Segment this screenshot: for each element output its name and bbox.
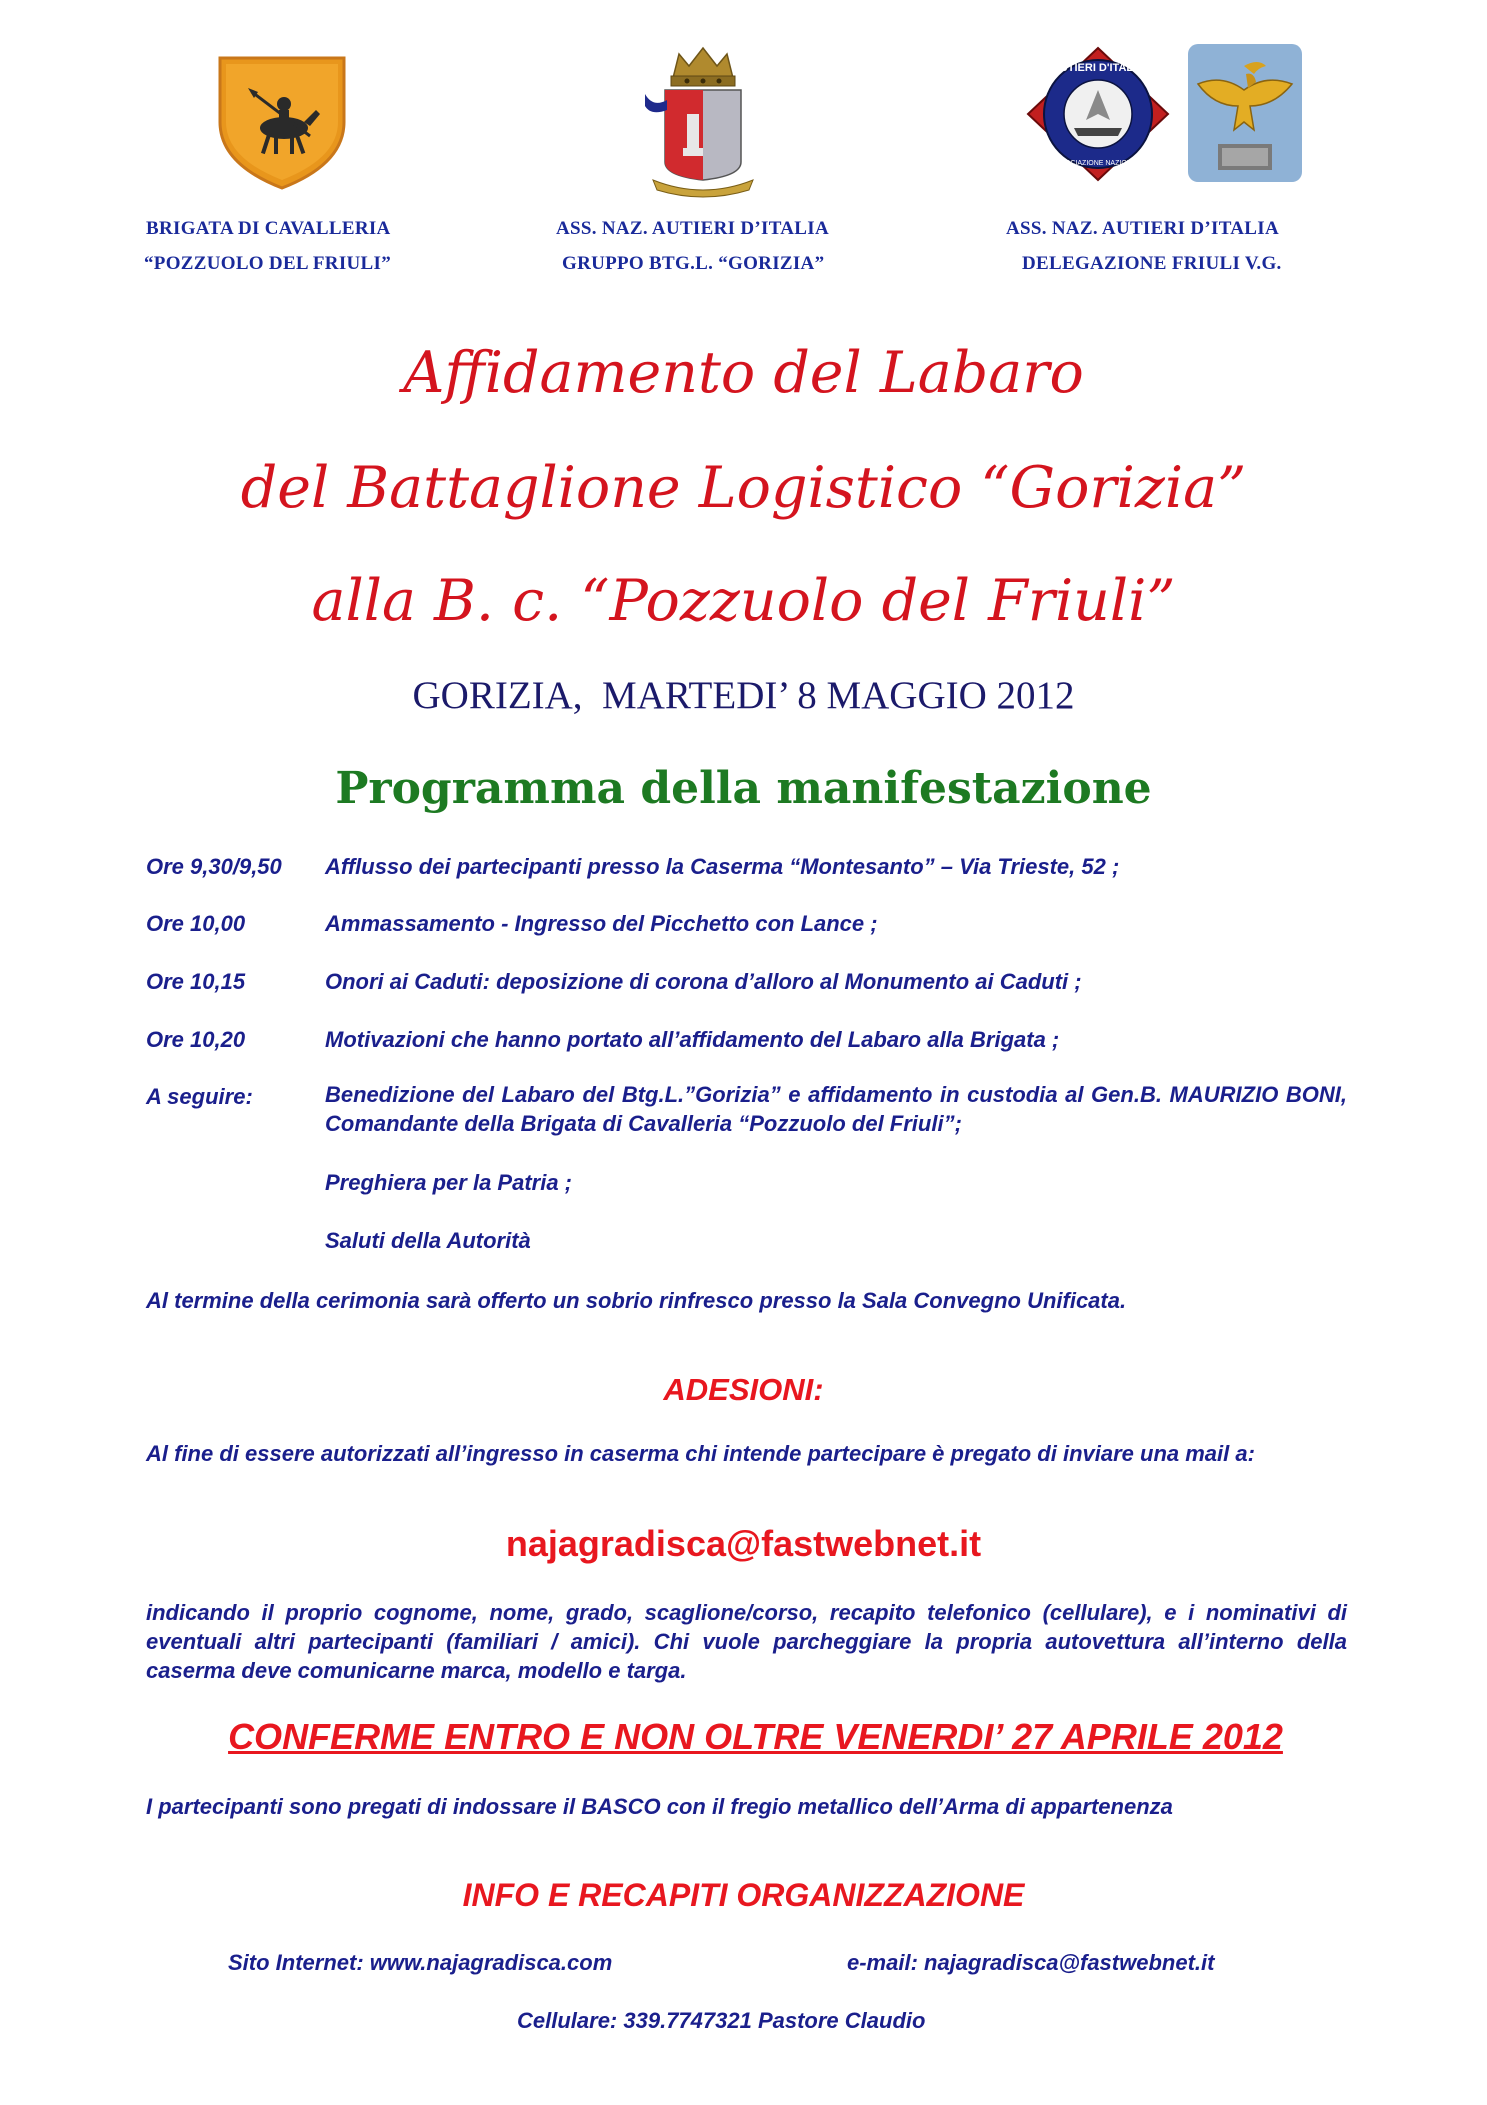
program-item-4: Motivazioni che hanno portato all’affidamento del Labaro alla Brigata ; (325, 1027, 1060, 1052)
adesioni-heading: ADESIONI: (663, 1372, 824, 1407)
org1-name: BRIGATA DI CAVALLERIA (146, 218, 391, 239)
friuli-eagle-logo (1188, 44, 1302, 182)
org1-subtitle: “POZZUOLO DEL FRIULI” (144, 253, 392, 274)
program-time-1: Ore 9,30/9,50 (146, 854, 282, 879)
org3-name: ASS. NAZ. AUTIERI D’ITALIA (1006, 218, 1279, 239)
main-title-line1: Affidamento del Labaro (403, 340, 1084, 406)
program-item-1: Afflusso dei partecipanti presso la Caserma “Montesanto” – Via Trieste, 52 ; (325, 854, 1120, 879)
info-cellphone: Cellulare: 339.7747321 Pastore Claudio (517, 2008, 926, 2033)
adesioni-email-link[interactable]: najagradisca@fastwebnet.it (505, 1523, 982, 1564)
org2-name: ASS. NAZ. AUTIERI D’ITALIA (556, 218, 829, 239)
program-time-4: Ore 10,20 (146, 1027, 246, 1052)
autieri-round-badge-logo (1024, 44, 1172, 184)
program-time-2: Ore 10,00 (146, 911, 246, 936)
basco-note: I partecipanti sono pregati di indossare il BASCO con il fregio metallico dell’Arma di appartenenza (146, 1794, 1173, 1819)
info-email-link[interactable]: e-mail: najagradisca@fastwebnet.it (847, 1950, 1215, 1975)
adesioni-intro: Al fine di essere autorizzati all’ingresso in caserma chi intende partecipare è pregato di inviare una mail a: (146, 1441, 1255, 1466)
program-time-5: A seguire: (146, 1084, 253, 1109)
program-time-3: Ore 10,15 (146, 969, 246, 994)
program-item-6: Preghiera per la Patria ; (325, 1170, 572, 1195)
cavalry-brigade-shield-logo (212, 52, 352, 192)
info-website-link[interactable]: Sito Internet: www.najagradisca.com (228, 1950, 613, 1975)
badge-text-bottom: ASSOCIAZIONE NAZIONALE (1050, 160, 1146, 167)
main-title-line3: alla B. c. “Pozzuolo del Friuli” (311, 568, 1176, 634)
program-item-2: Ammassamento - Ingresso del Picchetto con Lance ; (325, 911, 878, 936)
main-title-line2: del Battaglione Logistico “Gorizia” (240, 455, 1247, 521)
program-item-3: Onori ai Caduti: deposizione di corona d’alloro al Monumento ai Caduti ; (325, 969, 1082, 994)
org2-subtitle: GRUPPO BTG.L. “GORIZIA” (562, 253, 825, 274)
program-item-5: Benedizione del Labaro del Btg.L.”Gorizia” e affidamento in custodia al Gen.B. MAURIZIO BONI, Comandante della Brigata di Cavalleria “Pozzuolo del Friuli”; (325, 1082, 1347, 1136)
org3-subtitle: DELEGAZIONE FRIULI V.G. (1022, 253, 1282, 274)
program-item-7: Saluti della Autorità (325, 1228, 531, 1253)
event-date-line: GORIZIA, MARTEDI’ 8 MAGGIO 2012 (412, 674, 1075, 717)
deadline-notice: CONFERME ENTRO E NON OLTRE VENERDI’ 27 APRILE 2012 (228, 1716, 1283, 1757)
program-heading: Programma della manifestazione (335, 763, 1152, 814)
adesioni-details: indicando il proprio cognome, nome, grado, scaglione/corso, recapito telefonico (cellulare), e i nominativi di eventuali altri partecipanti (familiari / amici). Chi vuole parcheggiare la propria autovettura all’interno della caserma deve comunicarne marca, modello e targa. (146, 1600, 1347, 1683)
closing-note: Al termine della cerimonia sarà offerto un sobrio rinfresco presso la Sala Convegno Unificata. (146, 1288, 1127, 1313)
autieri-crest-logo (643, 44, 763, 204)
badge-text-top: AUTIERI D'ITALIA (1051, 62, 1145, 74)
info-heading: INFO E RECAPITI ORGANIZZAZIONE (462, 1877, 1025, 1913)
